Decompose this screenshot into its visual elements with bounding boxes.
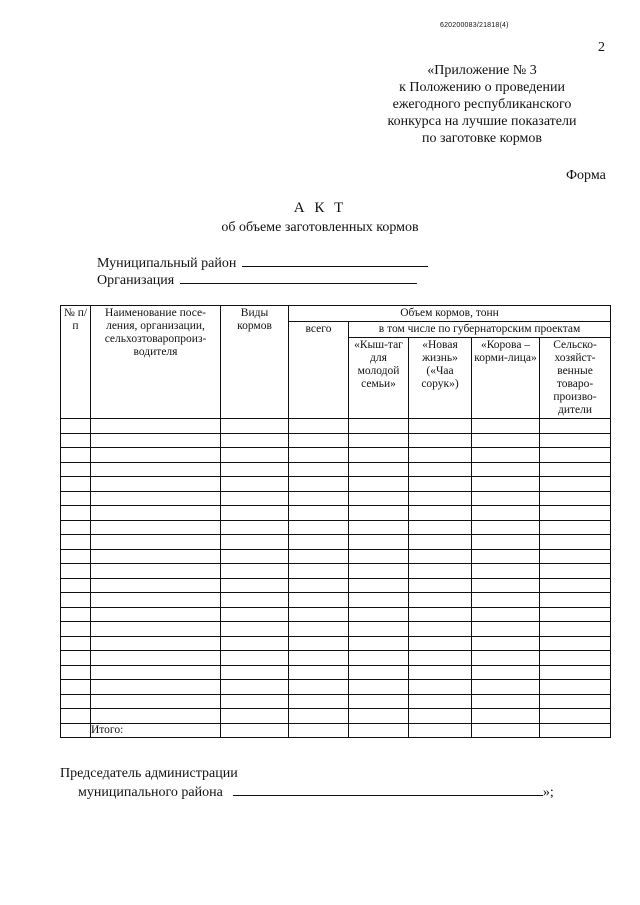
table-cell[interactable] [540,520,611,535]
table-cell[interactable] [221,694,289,709]
table-cell[interactable] [472,549,540,564]
table-cell[interactable] [289,419,349,434]
table-cell[interactable] [221,448,289,463]
table-cell[interactable] [221,506,289,521]
table-row [61,622,611,637]
table-body [61,419,611,738]
header-volume: Объем кормов, тонн [289,306,611,322]
table-cell[interactable] [540,651,611,666]
table-cell[interactable] [540,462,611,477]
table-cell[interactable] [472,665,540,680]
table-row [61,607,611,622]
table-cell[interactable] [91,651,221,666]
table-cell[interactable] [472,448,540,463]
appendix-line: к Положению о проведении [399,80,565,95]
table-cell[interactable] [221,723,289,738]
table-cell[interactable] [289,651,349,666]
table-cell[interactable] [61,622,91,637]
table-cell[interactable] [349,535,409,550]
table-cell[interactable] [472,694,540,709]
table-cell[interactable] [289,520,349,535]
total-label: Итого: [91,723,221,738]
table-cell[interactable] [289,448,349,463]
table-cell[interactable] [472,651,540,666]
table-cell[interactable] [221,593,289,608]
table-cell[interactable] [221,607,289,622]
table-row [61,709,611,724]
table-cell[interactable] [221,680,289,695]
table-cell[interactable] [61,477,91,492]
table-cell[interactable] [409,433,472,448]
table-cell[interactable] [289,462,349,477]
table-cell[interactable] [221,477,289,492]
signature-title-line1: Председатель администрации [60,766,238,781]
table-cell[interactable] [409,709,472,724]
table-cell[interactable] [289,564,349,579]
table-cell[interactable] [540,477,611,492]
table-cell[interactable] [221,462,289,477]
table-row [61,578,611,593]
table-cell[interactable] [472,419,540,434]
page-number: 2 [598,40,605,55]
table-cell[interactable] [349,419,409,434]
table-cell[interactable] [61,419,91,434]
table-cell[interactable] [61,433,91,448]
table-cell[interactable] [61,549,91,564]
table-cell[interactable] [61,680,91,695]
table-cell[interactable] [61,520,91,535]
table-cell[interactable] [91,622,221,637]
table-cell[interactable] [91,462,221,477]
district-input-line[interactable] [242,254,428,267]
table-cell[interactable] [540,491,611,506]
header-name: Наименование посе-ления, организации, сельхозтоваропроиз-водителя [91,306,221,419]
table-row [61,448,611,463]
header-project-producers: Сельско-хозяйст-венные товаро-произво-дители [540,338,611,419]
header-including: в том числе по губернаторским проектам [349,322,611,338]
table-cell[interactable] [289,709,349,724]
table-cell[interactable] [91,593,221,608]
table-cell[interactable] [409,593,472,608]
header-total: всего [289,322,349,419]
table-row [61,520,611,535]
table-cell[interactable] [349,462,409,477]
table-cell[interactable] [91,535,221,550]
table-cell[interactable] [221,665,289,680]
table-cell[interactable] [409,723,472,738]
table-cell[interactable] [289,694,349,709]
table-cell[interactable] [221,419,289,434]
table-cell[interactable] [221,549,289,564]
table-cell[interactable] [409,448,472,463]
table-cell[interactable] [221,520,289,535]
table-cell[interactable] [540,694,611,709]
table-cell[interactable] [409,535,472,550]
table-cell[interactable] [289,680,349,695]
table-cell[interactable] [540,680,611,695]
table-cell[interactable] [472,535,540,550]
table-row [61,694,611,709]
form-label: Форма [566,168,606,183]
table-cell[interactable] [61,651,91,666]
header-number: № п/п [61,306,91,419]
table-cell[interactable] [61,665,91,680]
table-cell[interactable] [540,564,611,579]
table-cell[interactable] [409,462,472,477]
table-cell[interactable] [409,491,472,506]
table-cell[interactable] [409,680,472,695]
table-row [61,564,611,579]
table-cell[interactable] [540,419,611,434]
table-cell[interactable] [472,477,540,492]
table-cell[interactable] [61,448,91,463]
table-cell[interactable] [409,636,472,651]
table-cell[interactable] [472,462,540,477]
table-cell[interactable] [472,680,540,695]
table-row [61,491,611,506]
organization-field [97,271,417,289]
table-cell[interactable] [91,636,221,651]
table-row [61,433,611,448]
table-cell[interactable] [61,535,91,550]
table-cell[interactable] [221,433,289,448]
table-cell[interactable] [349,564,409,579]
table-row [61,535,611,550]
table-cell[interactable] [409,622,472,637]
table-cell[interactable] [349,477,409,492]
table-cell[interactable] [91,491,221,506]
table-cell[interactable] [221,578,289,593]
table-cell[interactable] [409,520,472,535]
table-cell[interactable] [349,520,409,535]
header-project-kyshtag: «Кыш-таг для молодой семьи» [349,338,409,419]
table-cell[interactable] [91,578,221,593]
document-number: 620200083/21818(4) [440,22,509,29]
table-cell[interactable] [221,709,289,724]
table-cell[interactable] [409,694,472,709]
table-cell[interactable] [91,607,221,622]
table-cell[interactable] [540,448,611,463]
table-cell[interactable] [289,506,349,521]
table-cell[interactable] [289,578,349,593]
table-cell[interactable] [91,564,221,579]
table-cell[interactable] [91,433,221,448]
table-cell[interactable] [91,419,221,434]
table-row [61,593,611,608]
table-cell[interactable] [540,723,611,738]
table-cell[interactable] [349,709,409,724]
table-cell[interactable] [61,607,91,622]
table-cell[interactable] [349,607,409,622]
organization-label: Организация [97,273,175,288]
appendix-line: по заготовке кормов [421,131,542,146]
table-cell[interactable] [349,593,409,608]
table-cell[interactable] [61,694,91,709]
table-cell[interactable] [409,506,472,521]
table-cell[interactable] [289,535,349,550]
table-cell[interactable] [221,622,289,637]
table-cell[interactable] [472,578,540,593]
table-cell[interactable] [289,607,349,622]
table-cell[interactable] [61,578,91,593]
table-cell[interactable] [540,622,611,637]
table-cell[interactable] [349,448,409,463]
table-cell[interactable] [540,665,611,680]
table-cell[interactable] [91,448,221,463]
table-cell[interactable] [61,491,91,506]
table-cell[interactable] [221,636,289,651]
signature-title-line2 [78,783,554,801]
table-cell[interactable] [409,578,472,593]
table-cell[interactable] [409,419,472,434]
table-cell[interactable] [472,709,540,724]
table-row [61,462,611,477]
table-cell[interactable] [540,535,611,550]
signature-suffix: »; [542,785,554,800]
table-cell[interactable] [221,491,289,506]
table-cell[interactable] [472,564,540,579]
table-cell[interactable] [409,477,472,492]
table-row [61,477,611,492]
table-cell[interactable] [289,723,349,738]
table-cell[interactable] [472,506,540,521]
district-label: Муниципальный район [97,256,237,271]
table-cell[interactable] [472,723,540,738]
table-cell[interactable] [289,665,349,680]
header-project-korova: «Корова – корми-лица» [472,338,540,419]
table-cell[interactable] [289,433,349,448]
table-cell[interactable] [540,593,611,608]
table-cell[interactable] [349,723,409,738]
table-cell[interactable] [91,709,221,724]
appendix-header [362,62,602,147]
table-cell[interactable] [409,607,472,622]
table-row [61,651,611,666]
table-cell[interactable] [91,477,221,492]
table-cell[interactable] [289,491,349,506]
table-cell[interactable] [409,651,472,666]
table-cell[interactable] [91,549,221,564]
table-row [61,549,611,564]
table-row [61,419,611,434]
table-cell[interactable] [540,433,611,448]
table-cell[interactable] [91,506,221,521]
table-cell[interactable] [221,651,289,666]
table-cell[interactable] [349,622,409,637]
organization-input-line[interactable] [180,271,417,284]
table-cell[interactable] [472,433,540,448]
table-cell[interactable] [289,477,349,492]
table-cell[interactable] [540,636,611,651]
page-subtitle: об объеме заготовленных кормов [221,220,419,235]
table-cell[interactable] [61,723,91,738]
table-row [61,665,611,680]
header-project-novaya-zhizn: «Новая жизнь» («Чаа сорук») [409,338,472,419]
table-cell[interactable] [91,694,221,709]
district-field [97,254,428,272]
table-cell[interactable] [349,636,409,651]
appendix-line: «Приложение № 3 [427,63,537,78]
table-cell[interactable] [472,491,540,506]
table-row [61,506,611,521]
table-cell[interactable] [91,680,221,695]
table-cell[interactable] [221,535,289,550]
table-cell[interactable] [349,578,409,593]
table-cell[interactable] [289,593,349,608]
table-row [61,636,611,651]
table-cell[interactable] [472,622,540,637]
appendix-line: ежегодного республиканского [392,97,572,112]
table-cell[interactable] [91,665,221,680]
table-cell[interactable] [91,520,221,535]
table-cell[interactable] [409,564,472,579]
signature-label: муниципального района [78,785,223,800]
table-cell[interactable] [472,593,540,608]
table-cell[interactable] [61,564,91,579]
table-cell[interactable] [349,433,409,448]
table-cell[interactable] [349,651,409,666]
table-cell[interactable] [540,607,611,622]
table-cell[interactable] [349,549,409,564]
table-cell[interactable] [349,694,409,709]
table-cell[interactable] [61,709,91,724]
table-cell[interactable] [540,506,611,521]
table-cell[interactable] [472,636,540,651]
table-cell[interactable] [472,607,540,622]
total-row [61,723,611,738]
table-cell[interactable] [61,462,91,477]
table-cell[interactable] [540,578,611,593]
table-cell[interactable] [349,665,409,680]
signature-input-line[interactable] [233,783,543,796]
table-cell[interactable] [409,665,472,680]
table-cell[interactable] [540,549,611,564]
page-title: А К Т [293,200,347,216]
table-cell[interactable] [61,636,91,651]
table-cell[interactable] [289,622,349,637]
table-cell[interactable] [289,636,349,651]
table-cell[interactable] [61,593,91,608]
header-feed-type: Виды кормов [221,306,289,419]
feed-volume-table [60,305,611,738]
table-cell[interactable] [409,549,472,564]
table-cell[interactable] [540,709,611,724]
appendix-line: конкурса на лучшие показатели [387,114,577,129]
table-cell[interactable] [349,506,409,521]
table-cell[interactable] [472,520,540,535]
table-row [61,680,611,695]
table-cell[interactable] [349,491,409,506]
table-cell[interactable] [349,680,409,695]
table-cell[interactable] [61,506,91,521]
table-cell[interactable] [289,549,349,564]
table-cell[interactable] [221,564,289,579]
